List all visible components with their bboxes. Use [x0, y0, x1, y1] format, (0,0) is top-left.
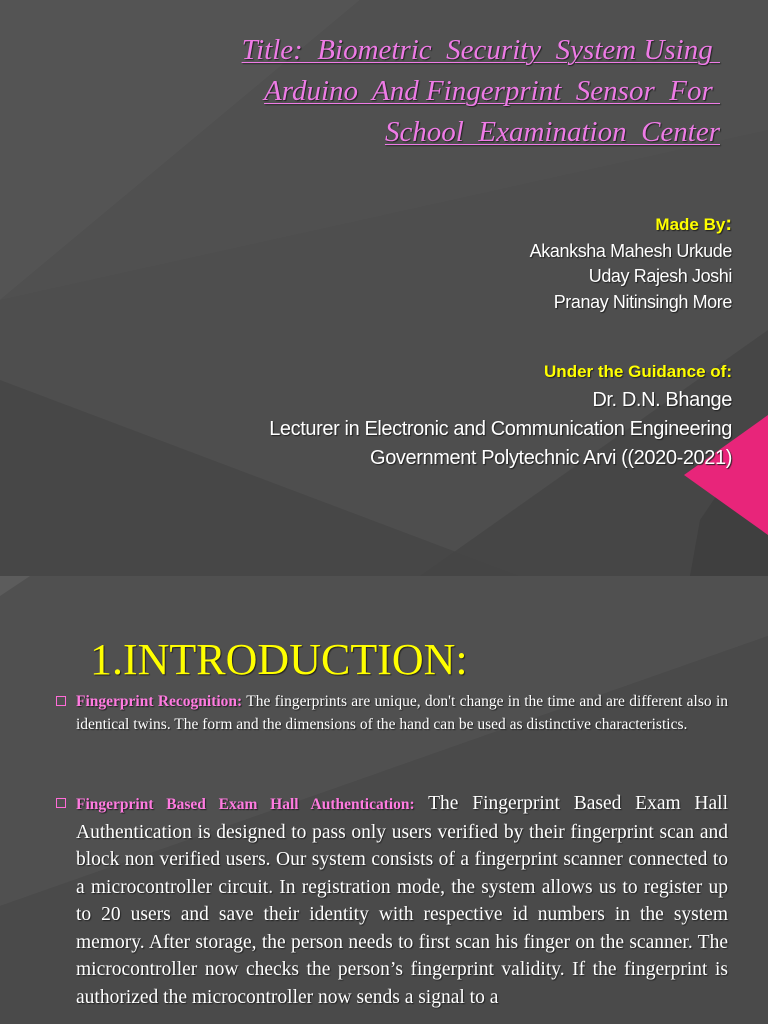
bullet-lead: Fingerprint Recognition: [76, 693, 243, 710]
bullet-exam-hall-authentication [76, 790, 728, 1011]
author-1: Akanksha Mahesh Urkude [529, 241, 732, 261]
title-line-2: Arduino And Fingerprint Sensor For [264, 75, 720, 107]
title-line-3: School Examination Center [384, 116, 720, 148]
introduction-slide [0, 576, 768, 1024]
bullet-square-icon [56, 798, 66, 808]
guide-institute: Government Polytechnic Arvi ((2020-2021) [370, 447, 732, 469]
guidance-label: Under the Guidance of: [544, 362, 732, 381]
bullet-fingerprint-recognition [76, 690, 728, 736]
bullet-lead: Fingerprint Based Exam Hall Authentication: [76, 796, 415, 813]
bullet-square-icon [56, 696, 66, 706]
bullet-text: The Fingerprint Based Exam Hall Authentication is designed to pass only users verified by their fingerprint scan and block non verified users. Our system consists of a fingerprint scanner connected to a microcontroller circuit. In registration mode, the system allows us to register up to 20 users and save their identity with respective id numbers in the system memory. After storage, the person needs to first scan his finger on the scanner. The microcontroller now checks the person’s fingerprint validity. If the fingerprint is authorized the microcontroller now sends a signal to a [76, 793, 728, 1008]
title-line-1: Title: Biometric Security System Using [241, 34, 720, 66]
author-2: Uday Rajesh Joshi [588, 266, 732, 286]
author-3: Pranay Nitinsingh More [553, 292, 732, 312]
guide-name: Dr. D.N. Bhange [592, 389, 732, 411]
bullet-text: The fingerprints are unique, don't change in the time and are different also in identical twins. The form and the dimensions of the hand can be used as distinctive characteristics. [76, 693, 729, 733]
guide-role: Lecturer in Electronic and Communication Engineering [269, 418, 732, 440]
section-heading: 1.INTRODUCTION: [90, 635, 468, 684]
made-by-label: Made By: [655, 213, 732, 235]
